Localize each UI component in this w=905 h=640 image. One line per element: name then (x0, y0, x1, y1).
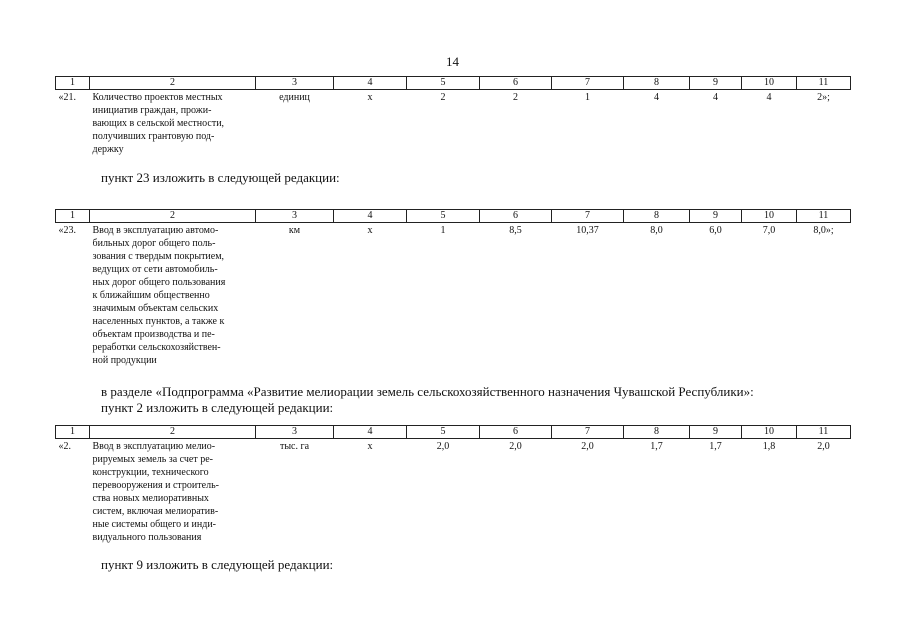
indicator-name-line: к ближайшим общественно (92, 290, 210, 301)
column-header: 11 (797, 210, 851, 223)
unit-cell: тыс. га (279, 441, 310, 452)
value-cell: 1,7 (650, 441, 663, 452)
indicator-name (90, 90, 256, 157)
indicator-name (90, 439, 256, 545)
indicator-name-line: объектам производства и пе- (92, 329, 215, 340)
value-cell: 10,37 (576, 225, 599, 236)
column-header: 1 (56, 77, 90, 90)
column-header: 11 (797, 426, 851, 439)
value-cell: 1 (585, 92, 590, 103)
unit-cell: км (288, 225, 301, 236)
value-cell: х (367, 225, 373, 236)
indicator-name-line: вающих в сельской местности, (92, 118, 225, 129)
page-number: 14 (446, 54, 459, 69)
column-header: 2 (90, 426, 256, 439)
indicator-name-line: Ввод в эксплуатацию автомо- (92, 225, 219, 236)
column-header: 7 (552, 426, 624, 439)
row-number: «2. (58, 441, 71, 452)
column-header-row (56, 77, 851, 90)
paragraph-punkt-9: пункт 9 изложить в следующей редакции: (101, 557, 334, 572)
indicator-name-line: инициатив граждан, прожи- (92, 105, 212, 116)
indicator-name-line: конструкции, технического (92, 467, 209, 478)
indicator-name-line: Ввод в эксплуатацию мелио- (92, 441, 216, 452)
value-cell: 4 (766, 92, 772, 103)
indicator-name-line: населенных пунктов, а также к (92, 316, 225, 327)
paragraph-punkt-23: пункт 23 изложить в следующей редакции: (101, 170, 340, 185)
column-header: 3 (256, 77, 334, 90)
value-cell: 7,0 (762, 225, 776, 236)
value-cell: 2,0 (509, 441, 522, 452)
indicator-name-line: значимым объектам сельских (92, 303, 219, 314)
value-cell: 2,0 (817, 441, 830, 452)
column-header: 1 (56, 426, 90, 439)
indicator-name (90, 223, 256, 368)
row-number: «23. (58, 225, 76, 236)
value-cell: 2,0 (581, 441, 594, 452)
unit-cell: единиц (279, 92, 310, 103)
table-row-2 (55, 425, 851, 544)
value-cell: 8,0»; (813, 225, 834, 236)
value-cell: 1,8 (762, 441, 776, 452)
column-header: 10 (742, 210, 797, 223)
value-cell: х (367, 441, 373, 452)
indicator-name-line: Количество проектов местных (92, 92, 223, 103)
column-header: 3 (256, 426, 334, 439)
column-header: 4 (334, 77, 407, 90)
indicator-name-line: бильных дорог общего поль- (92, 238, 216, 249)
column-header: 8 (624, 426, 690, 439)
table-row (56, 223, 851, 368)
column-header: 7 (552, 210, 624, 223)
table-row (56, 90, 851, 157)
indicator-name-line: систем, включая мелиоратив- (92, 506, 219, 517)
indicator-name-line: рируемых земель за счет ре- (92, 454, 214, 465)
value-cell: 2 (513, 92, 518, 103)
indicator-name-line: зования с твердым покрытием, (92, 251, 225, 262)
column-header: 8 (624, 210, 690, 223)
table-row (56, 439, 851, 545)
indicator-name-line: видуального пользования (92, 532, 202, 543)
column-header: 11 (797, 77, 851, 90)
table-row-23 (55, 209, 851, 367)
column-header-row (56, 210, 851, 223)
value-cell: 6,0 (709, 225, 722, 236)
value-cell: 2»; (817, 92, 830, 103)
table-row-21 (55, 76, 851, 156)
column-header: 6 (480, 77, 552, 90)
value-cell: 4 (654, 92, 659, 103)
column-header: 10 (742, 77, 797, 90)
value-cell: 2,0 (436, 441, 450, 452)
column-header: 5 (407, 426, 480, 439)
indicator-name-line: перевооружения и строитель- (92, 480, 219, 491)
indicator-name-line: ства новых мелиоративных (92, 493, 209, 504)
column-header: 9 (690, 210, 742, 223)
column-header: 5 (407, 210, 480, 223)
column-header: 7 (552, 77, 624, 90)
value-cell: 8,0 (650, 225, 663, 236)
column-header: 1 (56, 210, 90, 223)
column-header: 2 (90, 210, 256, 223)
value-cell: 4 (713, 92, 718, 103)
column-header: 6 (480, 426, 552, 439)
value-cell: 8,5 (509, 225, 522, 236)
value-cell: 2 (440, 92, 446, 103)
column-header: 9 (690, 77, 742, 90)
indicator-name-line: получивших грантовую под- (92, 131, 215, 142)
row-number: «21. (58, 92, 76, 103)
value-cell: 1 (440, 225, 446, 236)
value-cell: 1,7 (709, 441, 722, 452)
indicator-name-line: ведущих от сети автомобиль- (92, 264, 218, 275)
column-header: 5 (407, 77, 480, 90)
column-header: 3 (256, 210, 334, 223)
indicator-name-line: ных дорог общего пользования (92, 277, 226, 288)
indicator-name-line: ной продукции (92, 355, 157, 366)
indicator-name-line: держку (92, 144, 124, 155)
column-header: 9 (690, 426, 742, 439)
value-cell: х (367, 92, 373, 103)
column-header: 4 (334, 426, 407, 439)
column-header: 4 (334, 210, 407, 223)
indicator-name-line: ные системы общего и инди- (92, 519, 216, 530)
column-header: 10 (742, 426, 797, 439)
column-header-row (56, 426, 851, 439)
paragraph-razdel: в разделе «Подпрограмма «Развитие мелиорации земель сельскохозяйственного назначения Чувашской Республики»: (101, 384, 754, 399)
indicator-name-line: реработки сельскохозяйствен- (92, 342, 221, 353)
paragraph-punkt-2: пункт 2 изложить в следующей редакции: (101, 400, 334, 415)
column-header: 6 (480, 210, 552, 223)
column-header: 2 (90, 77, 256, 90)
column-header: 8 (624, 77, 690, 90)
